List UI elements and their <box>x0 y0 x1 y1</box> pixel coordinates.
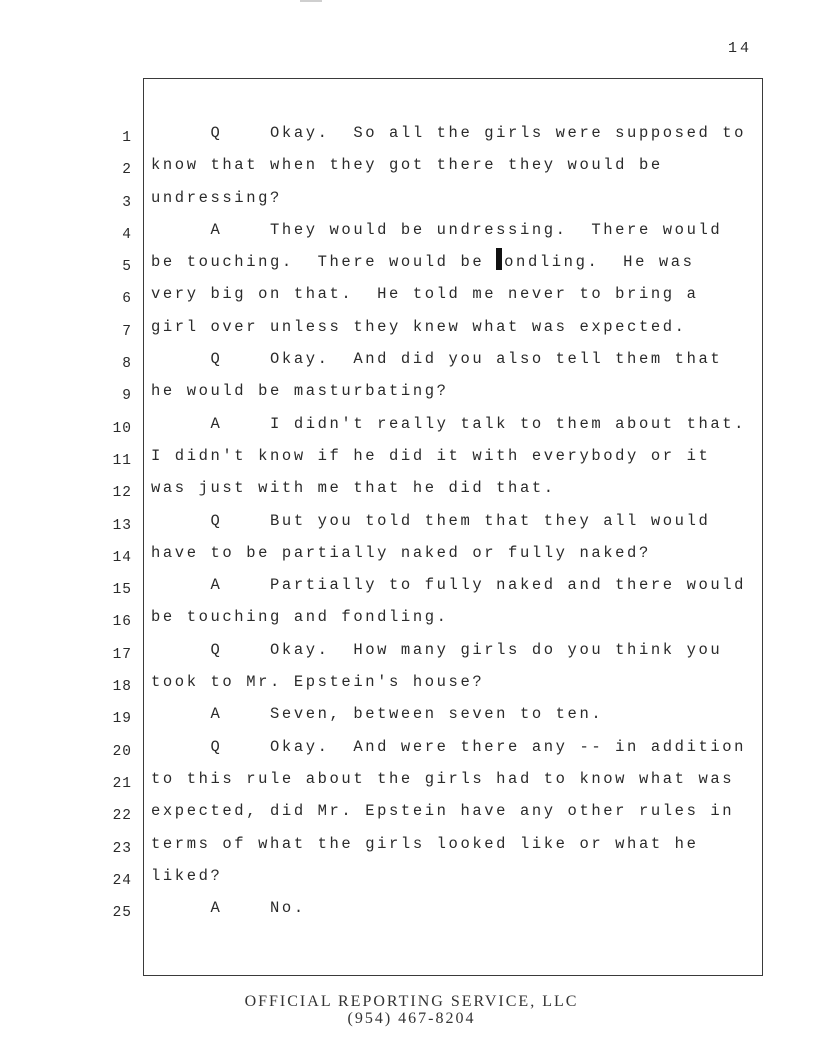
line-number: 22 <box>112 808 132 825</box>
transcript-line: Q But you told them that they all would <box>151 511 711 530</box>
transcript-line: A I didn't really talk to them about that. <box>151 414 747 433</box>
line-number: 19 <box>112 711 132 728</box>
transcript-line: A Partially to fully naked and there would <box>151 576 747 595</box>
line-number: 11 <box>112 452 132 469</box>
line-number: 4 <box>122 226 132 243</box>
line-number: 12 <box>112 485 132 502</box>
transcript-line: Q Okay. And were there any -- in addition <box>151 737 747 756</box>
transcript-line: liked? <box>151 866 223 885</box>
page-footer <box>0 993 823 1027</box>
transcript-line: was just with me that he did that. <box>151 479 556 498</box>
line-number: 5 <box>122 259 132 276</box>
line-number: 21 <box>112 775 132 792</box>
scan-mark <box>300 0 322 2</box>
transcript-line: took to Mr. Epstein's house? <box>151 673 485 692</box>
line-number-column <box>104 122 132 929</box>
transcript-line: very big on that. He told me never to bring a <box>151 285 699 304</box>
line-number: 14 <box>112 549 132 566</box>
line-number: 9 <box>122 388 132 405</box>
transcript-line: girl over unless they knew what was expected. <box>151 317 687 336</box>
line-number: 3 <box>122 194 132 211</box>
line-number: 16 <box>112 614 132 631</box>
line-number: 10 <box>112 420 132 437</box>
line-number: 6 <box>122 291 132 308</box>
transcript-line-part: be touching. There would be <box>151 253 497 272</box>
transcript-body <box>151 117 761 924</box>
transcript-line-part: ondling. He was <box>504 253 695 272</box>
line-number: 1 <box>122 130 132 146</box>
transcript-line: terms of what the girls looked like or what he <box>151 834 699 853</box>
transcript-line: A They would be undressing. There would <box>151 220 723 239</box>
transcript-line: Q Okay. How many girls do you think you <box>151 640 723 659</box>
transcript-line: Q Okay. And did you also tell them that <box>151 350 723 369</box>
line-number: 17 <box>112 646 132 663</box>
footer-phone: (954) 467-8204 <box>347 1010 476 1027</box>
transcript-line: he would be masturbating? <box>151 382 449 401</box>
transcript-line: I didn't know if he did it with everybody or it <box>151 446 711 465</box>
line-number: 8 <box>122 356 132 373</box>
transcript-line: know that when they got there they would be <box>151 156 663 175</box>
page-number: 14 <box>728 40 753 57</box>
line-number: 24 <box>112 872 132 889</box>
line-number: 18 <box>112 679 132 696</box>
line-number: 25 <box>112 905 132 922</box>
transcript-line <box>151 246 761 278</box>
line-number: 13 <box>112 517 132 534</box>
line-number: 20 <box>112 743 132 760</box>
transcript-line: Q Okay. So all the girls were supposed to <box>151 124 747 142</box>
transcript-line: expected, did Mr. Epstein have any other rules in <box>151 802 735 821</box>
line-number: 23 <box>112 840 132 857</box>
transcript-line: undressing? <box>151 188 282 207</box>
line-number: 2 <box>122 162 132 179</box>
transcript-line: be touching and fondling. <box>151 608 449 627</box>
transcript-line: A No. <box>151 899 306 918</box>
line-number: 7 <box>122 323 132 340</box>
footer-company: OFFICIAL REPORTING SERVICE, LLC <box>244 993 579 1010</box>
transcript-line: have to be partially naked or fully naked? <box>151 543 651 562</box>
transcript-line: to this rule about the girls had to know what was <box>151 769 735 788</box>
redaction-mark <box>496 248 502 270</box>
line-number: 15 <box>112 582 132 599</box>
transcript-line: A Seven, between seven to ten. <box>151 705 604 724</box>
